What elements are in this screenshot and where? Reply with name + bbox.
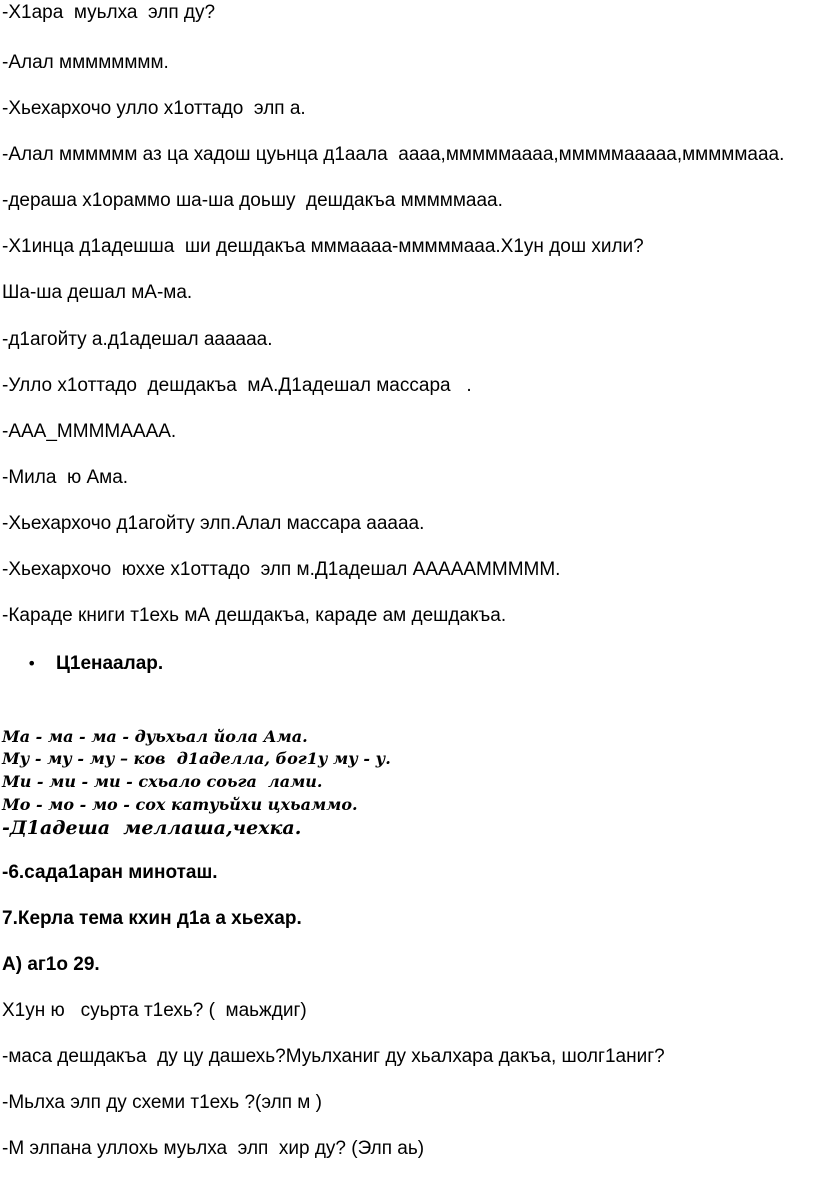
poem-line: Мо - мо - мо - сох катуьйхи цхьаммо. xyxy=(2,795,358,814)
dialogue-line: -д1агойту а.д1адешал аааааа. xyxy=(2,329,273,350)
dialogue-line: -ААА_ММММАААА. xyxy=(2,421,177,442)
poem-closing: -Д1адеша меллаша,чехка. xyxy=(2,817,302,839)
dialogue-line: -Улло х1оттадо дешдакъа мА.Д1адешал массара . xyxy=(2,375,472,396)
dialogue-line: Ша-ша дешал мА-ма. xyxy=(2,282,193,303)
question-line: Х1ун ю суьрта т1ехь? ( маьждиг) xyxy=(2,1000,307,1021)
dialogue-line: -Хьехархочо улло х1оттадо элп а. xyxy=(2,98,306,119)
section-heading: А) аг1о 29. xyxy=(2,954,100,975)
bullet-icon: • xyxy=(27,654,37,673)
dialogue-line: -Алал мммммммм. xyxy=(2,52,169,73)
section-heading: 7.Керла тема кхин д1а а хьехар. xyxy=(2,908,302,929)
question-line: -М элпана уллохь муьлха элп хир ду? (Элп аь) xyxy=(2,1138,425,1159)
dialogue-line: -Х1ара муьлха элп ду? xyxy=(2,2,216,23)
poem-line: Ма - ма - ма - дуьхьал йола Ама. xyxy=(2,727,308,746)
poem-line: Му - му - му – ков д1аделла, бог1у му - у. xyxy=(2,749,391,768)
section-heading: -6.сада1аран миноташ. xyxy=(2,862,218,883)
dialogue-line: -Хьехархочо д1агойту элп.Алал массара ааааа. xyxy=(2,513,425,534)
question-line: -маса дешдакъа ду цу дашехь?Муьлханиг ду хьалхара дакъа, шолг1аниг? xyxy=(2,1046,665,1067)
dialogue-line: -Алал мммммм аз ца хадош цуьнца д1аала аааа,мммммаааа,мммммааааа,мммммааа. xyxy=(2,144,785,165)
poem-line: Ми - ми - ми - схьало соьга лами. xyxy=(2,772,323,791)
dialogue-line: -дераша х1ораммо ша-ша доьшу дешдакъа мммммааа. xyxy=(2,190,503,211)
dialogue-line: -Караде книги т1ехь мА дешдакъа, караде ам дешдакъа. xyxy=(2,605,507,626)
dialogue-line: -Хьехархочо юххе х1оттадо элп м.Д1адешал АААААМММММ. xyxy=(2,559,561,580)
bullet-heading: Ц1енаалар. xyxy=(56,653,164,674)
dialogue-line: -Мила ю Ама. xyxy=(2,467,129,488)
dialogue-line: -Х1инца д1адешша ши дешдакъа мммаааа-мммммааа.Х1ун дош хили? xyxy=(2,236,644,257)
question-line: -Мьлха элп ду схеми т1ехь ?(элп м ) xyxy=(2,1092,322,1113)
